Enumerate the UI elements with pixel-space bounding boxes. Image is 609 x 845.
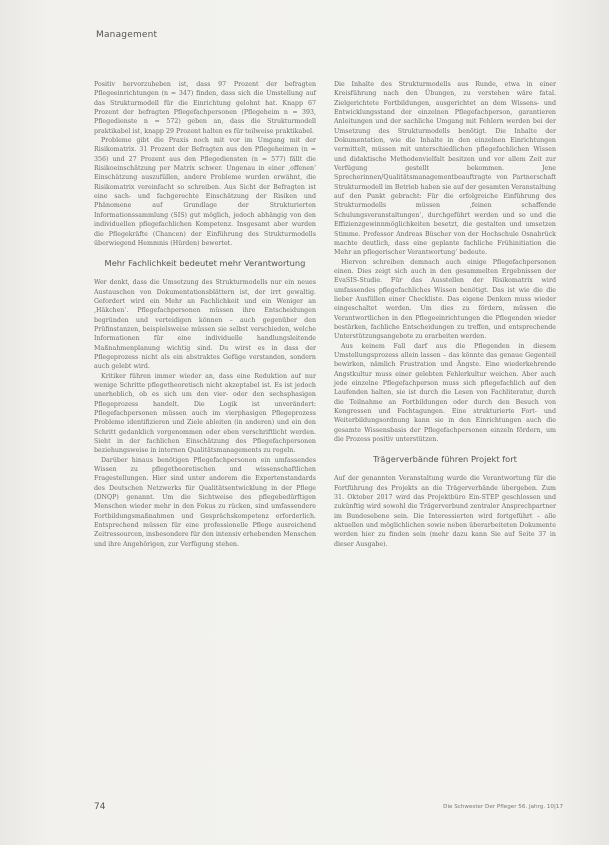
paragraph: Probleme gibt die Praxis noch mit vor im Umgang mit der Risikomatrix. 31 Prozent der Befragten aus den Pflegeheimen (n = 356) und 27 Prozent aus den Pflegediensten (n = 577) fällt die Risikoeinschätzung per Matrix schwer. Ungenau in einer ‚offenen‘ Einschätzung auszufüllen, andere Probleme wurden erwähnt, die Risikomatrix vereinfacht so schreiben. Aus Sicht der Befragten ist eine sach- und fachgerechte Einschätzung der Risiken und Phänomene auf Grundlage der Strukturierten Informationssammlung (SIS) gut möglich, jedoch abhängig von den individuellen pflegefachlichen Kompetenz. Insgesamt aber wurden die Pflegekräfte (Chancen) der Einführung des Strukturmodells überwiegend Hemmnis (Hürden) bewertet. [94, 137, 316, 247]
section-heading: Trägerverbände führen Projekt fort [373, 454, 517, 465]
paragraph: Auf der genannten Veranstaltung wurde die Verantwortung für die Fortführung des Projekts an die Trägerverbände übergeben. Zum 31. Oktober 2017 wird das Projektbüro Ein-STEP geschlossen und zukünftig wird sowohl die Trägerverbund zentraler Ansprechpartner im Bundesebene sein. Die Interessierten wird fortgeführt – alle aktuellen und möglichlichen sowie neben überarbeiteten Dokumente werden hier zu finden sein (mehr dazu kann Sie auf Seite 37 in dieser Ausgabe). [334, 475, 556, 548]
left-column [94, 80, 316, 549]
page-number: 74 [94, 802, 106, 812]
right-column [334, 80, 556, 549]
section-heading: Mehr Fachlichkeit bedeutet mehr Verantwortung [104, 258, 306, 269]
journal-footer: Die Schwester Der Pfleger 56. Jahrg. 10|17 [443, 804, 563, 810]
paragraph: Darüber hinaus benötigen Pflegefachpersonen ein umfassendes Wissen zu pflegetheoretischen und wissenschaftlichen Fragestellungen. Hier sind unter anderem die Expertenstandards des Deutschen Netzwerks für Qualitätsentwicklung in der Pflege (DNQP) genannt. Um die Sichtweise des pflegebedürftigen Menschen wieder mehr in den Fokus zu rücken, sind umfassendere Fortbildungsmaßnahmen und Gesprächskompetenz erforderlich. Entsprechend müssen für eine professionelle Pflege ausreichend Zeitressourcen, insbesondere für den intensiv erhebenden Menschen und ihre Angehörigen, zur Verfügung stehen. [94, 456, 317, 548]
paragraph: Aus keinem Fall darf aus die Pflegenden in diesem Umstellungsprozess allein lassen – das könnte das genaue Gegenteil bewirken, nämlich Frustration und Ängste. Eine wiederkehrende Angstkultur muss einer gelebten Fehlerkultur weichen. Aber auch jede einzelne Pflegefachperson muss sich pflegefachlich auf den Laufenden halten, sie ist durch die Lesen von Fachliteratur, durch die Teilnahme an Fortbildungen oder durch den Besuch von Kongressen und Fachtagungen. Eine strukturierte Fort- und Weiterbildungsordnung kann sie in den Einrichtungen auch die gesamte Wissensbasis der Pflegefachpersonen einzeln fördern, um die Prozess positiv unterstützen. [334, 342, 556, 444]
paragraph: Hiervon schreiben demnach auch einige Pflegefachpersonen einen. Dies zeigt sich auch in den gesammelten Ergebnissen der EvaSIS-Studie. Für das Ausstellen der Risikomatrix wird umfassendes pflegefachliches Wissen benötigt. Das ist wie die die lieber Ausfüllen einer Checkliste. Das eigene Denken muss wieder eingeschaltet werden. Um dies zu fördern, müssen die Verantwortlichen in den Pflegeeinrichtungen die Pflegenden wieder bestärken, fachliche Entscheidungen zu treffen, und entsprechende Unterstützungsangebote zu erarbeiten werden. [334, 258, 556, 341]
running-head-section: Management [96, 30, 158, 40]
paragraph: Kritiker führen immer wieder an, dass eine Reduktion auf nur wenige Schritte pflegetheoretisch nicht akzeptabel ist. Es ist jedoch unerheblich, ob es sich um den vier- oder den sechsphasigen Pflegeprozess handelt. Die Logik ist unverändert: Pflegefachpersonen müssen auch im vierphasigen Pflegeprozess Probleme identifizieren und Ziele ableiten (in anderen) und ein den Schritt gedanklich vorgenommen oder eben verschriftlicht werden. Sieht in der fachlichen Einschätzung des Pflegefachpersonen beziehungsweise in internen Qualitätsmanagements zu regeln. [94, 372, 316, 455]
paragraph: Die Inhalte des Strukturmodells aus Runde, etwa in einer Kreisführung nach den Übungen, zu verstehen wäre fatal. Zielgerichtete Fortbildungen, ausgerichtet an dem Wissens- und Entwicklungsstand der einzelnen Pflegefachperson, garantieren Anleitungen und der sachliche Umgang mit Fehlern werden bei der Umsetzung des Strukturmodells benötigt. Die Inhalte der Dokumentation, wie die Inhalte in den einzelnen Einrichtungen vermittelt, müssen mit unterschiedlichen pflegefachlichen Wissen und didaktische Methodenvielfalt besitzen und vor allem Zeit zur Verfügung gestellt bekommen. Jene Sprecherinnen/Qualitätsmanagementbeauftragte von Partnerschaft Strukturmodell im Betrieb haben sie auf der gesamten Veranstaltung auf den Punkt gebracht: Für die erfolgreiche Einführung des Strukturmodells müssen ‚feinen schaffende Schulungsveranstaltungen‘, durchgeführt werden und so und die Effizienzgewinnmöglichkeiten besetzt, die gestalten und umsetzen Stimme. Professor Andreas Büscher von der Hochschule Osnabrück machte deutlich, dass eine geplante fachliche Frühinitiation die Mehr an pflegerischer Verantwortung‘ bedeute. [334, 81, 556, 257]
paragraph: Wer denkt, dass die Umsetzung des Strukturmodells nur ein neues Austauschen von Dokumentationsblättern ist, der irrt gewaltig. Gefordert wird ein Mehr an Fachlichkeit und ein Weniger an ‚Häkchen‘. Pflegefachpersonen müssen ihre Entscheidungen begründen und verteidigen können – auch gegenüber den Prüfinstanzen, beispielsweise müssen sie selbst verschieden, welche Informationen für eine individuelle handlungsleitende Maßnahmenplanung wichtig sind. Du wirst es in dass der Pflegeprozess nicht als ein abstraktes Gefüge verstanden, sondern auch gelebt wird. [94, 279, 316, 371]
paragraph: Positiv hervorzuheben ist, dass 97 Prozent der befragten Pflegeeinrichtungen (n = 347) finden, dass sich die Umstellung auf das Strukturmodell für die Einrichtung gelohnt hat. Knapp 67 Prozent der befragten Pflegefachpersonen (Pflegeheim n = 393, Pflegedienste n = 572) geben an, dass die Strukturmodell praktikabel ist, knapp 29 Prozent halten es für teilweise praktikabel. [94, 81, 316, 135]
